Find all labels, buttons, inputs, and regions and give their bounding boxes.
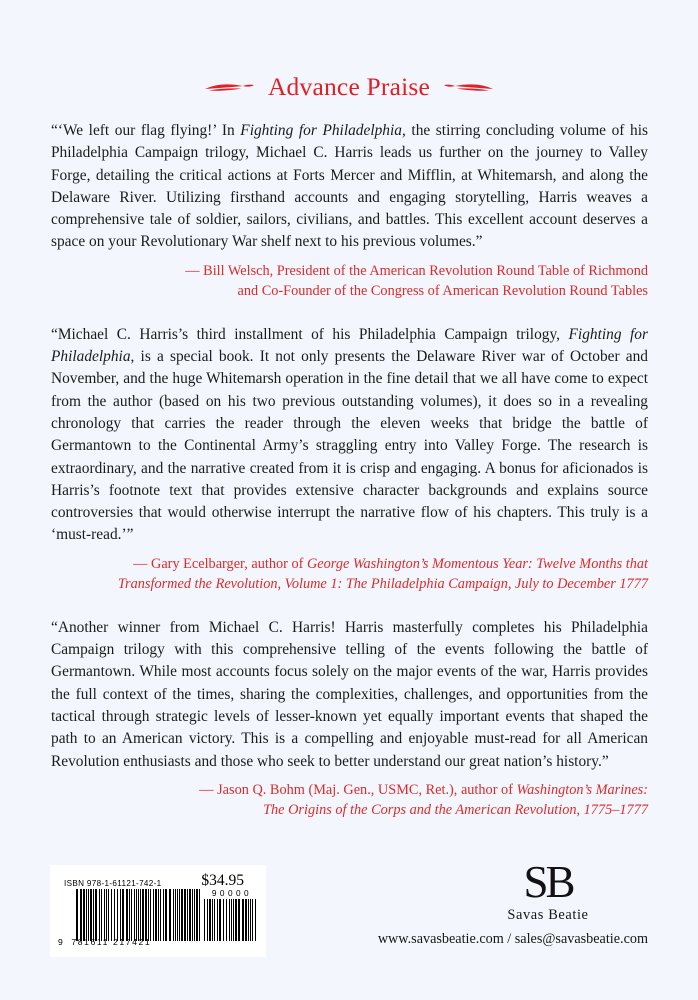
blurb-text: “Michael C. Harris’s third installment of his Philadelphia Campaign trilogy, Fighting for Philadelphia, is a special book. It not only presents the Delaware River war of October and November, and the huge Whitemarsh operation in the fine detail that we all have come to expect from the author (based on his two previous outstanding volumes), it does so in a revealing chronology that carries the reader through the eleven weeks that bridge the battle of Germantown to the Continental Army’s straggling entry into Valley Forge. The research is extraordinary, and the narrative created from it is crisp and engaging. A bonus for aficionados is Harris’s footnote text that provides extensive character backgrounds and explains source controversies that would otherwise interrupt the narrative flow of his chapters. This truly is a ‘must-read.’”	[51, 325, 648, 544]
blurb-attribution: — Bill Welsch, President of the American Revolution Round Table of Richmond and Co-Founder of the Congress of American Revolution Round Tables	[185, 262, 648, 300]
advance-praise-heading	[0, 74, 698, 100]
publisher-block	[448, 859, 648, 924]
price-label: $34.95	[201, 871, 244, 889]
barcode-human-readable	[58, 937, 204, 947]
blurb-item	[51, 324, 648, 595]
blurb-item	[51, 120, 648, 302]
blurb-text: “Another winner from Michael C. Harris! Harris masterfully completes his Philadelphia Campaign trilogy with this comprehensive telling of the events following the battle of Germantown. While most accounts focus solely on the major events of the war, Harris provides the full context of the times, sharing the complexities, challenges, and opportunities from the tactical through strategic levels of lesser-known yet equally important events that shaped the path to an American victory. This is a compelling and enjoyable must-read for all American Revolution enthusiasts and those who seek to better understand our great nation’s history.”	[51, 618, 648, 770]
publisher-website[interactable]: www.savasbeatie.com / sales@savasbeatie.com	[377, 931, 648, 947]
barcode-digit-group: 217421	[113, 937, 152, 947]
cover-footer	[0, 855, 698, 1000]
isbn-label: ISBN 978-1-61121-742-1	[64, 878, 162, 888]
savas-beatie-logo-icon: SB	[523, 857, 573, 907]
advance-praise-blurbs	[51, 120, 648, 821]
blurb-item	[51, 617, 648, 821]
blurb-attribution: — Jason Q. Bohm (Maj. Gen., USMC, Ret.), author of Washington’s Marines: The Origins of the Corps and the American Revolution, 1775–1777	[199, 781, 648, 819]
barcode-addon-bars	[204, 899, 256, 941]
barcode-digit-group: 781611	[71, 937, 110, 947]
isbn-barcode	[50, 865, 266, 957]
barcode-addon-digits: 90000	[211, 888, 252, 898]
page-title: Advance Praise	[267, 72, 431, 101]
barcode-digit-group: 9	[58, 937, 65, 947]
barcode-top-row	[58, 871, 258, 888]
blurb-text: “‘We left our flag flying!’ In Fighting for Philadelphia, the stirring concluding volume of his Philadelphia Campaign trilogy, Michael C. Harris leads us further on the journey to Valley Forge, detailing the critical actions at Forts Mercer and Mifflin, at Whitemarsh, and along the Delaware River. Utilizing firsthand accounts and engaging storytelling, Harris weaves a comprehensive tale of soldier, sailors, civilians, and battles. This excellent account deserves a space on your Revolutionary War shelf next to his previous volumes.”	[51, 122, 648, 251]
barcode-main-bars	[76, 889, 204, 941]
ornament-right-icon	[443, 80, 495, 94]
publisher-name: Savas Beatie	[507, 907, 589, 923]
ornament-left-icon	[203, 80, 255, 94]
blurb-attribution: — Gary Ecelbarger, author of George Washington’s Momentous Year: Twelve Months that Transformed the Revolution, Volume 1: The Philadelphia Campaign, July to December 1777	[117, 555, 648, 593]
